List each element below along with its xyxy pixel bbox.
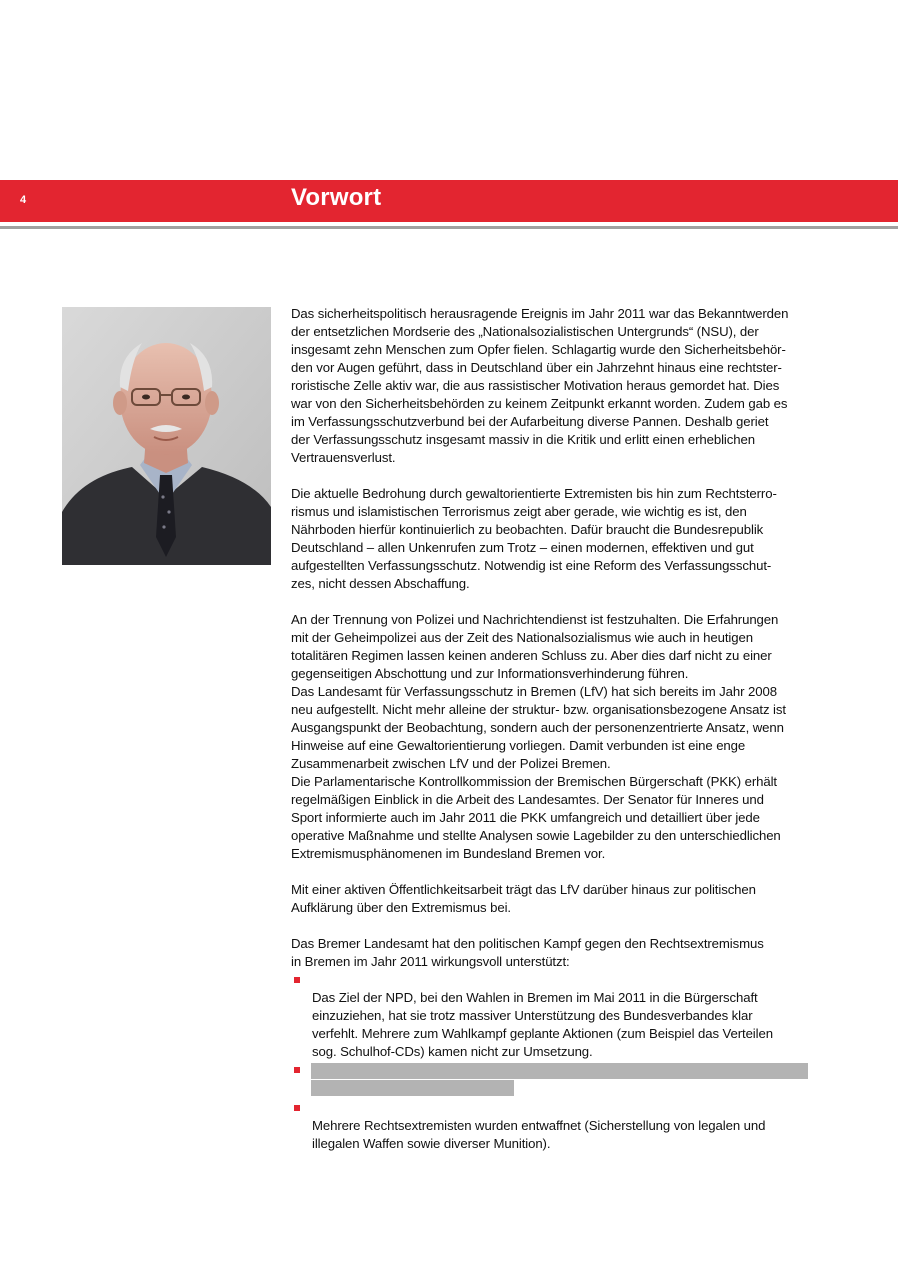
portrait-image-icon <box>62 307 271 565</box>
paragraph-lfv: Das Landesamt für Verfassungsschutz in Bremen (LfV) hat sich bereits im Jahr 2008 neu aufgestellt. Nicht mehr alleine der struktur- bzw. organisationsbezogene Ansatz ist Ausgangspunkt der Beobachtung, sondern auch der personenzentrierte Ansatz, wenn Hinweise auf eine Gewaltorientierung vorliegen. Damit verbunden ist eine enge Zusammenarbeit zwischen LfV und der Polizei Bremen. <box>291 684 786 771</box>
paragraph-threat: Die aktuelle Bedrohung durch gewaltorientierte Extremisten bis hin zum Rechtsterro- rismus und islamistischen Terrorismus zeigt aber gerade, wie wichtig es ist, den Nährboden hierfür kontinuierlich zu beobachten. Dafür braucht die Bundesrepublik Deutschland – allen Unkenrufen zum Trotz – einen modernen, effektiven und gut aufgestellten Verfassungsschutz. Notwendig ist eine Reform des Verfassungsschut- zes, nicht dessen Abschaffung. <box>291 486 777 591</box>
header-band <box>0 180 898 222</box>
list-item-text: Das Ziel der NPD, bei den Wahlen in Bremen im Mai 2011 in die Bürgerschaft einzuziehen, hat sie trotz massiver Unterstützung des Bundesverbandes klar verfehlt. Mehrere zum Wahlkampf geplante Aktionen (zum Beispiel das Verteilen sog. Schulhof-CDs) kamen nicht zur Umsetzung. <box>312 990 773 1059</box>
list-item-text: Mehrere Rechtsextremisten wurden entwaffnet (Sicherstellung von legalen und illegalen Waffen sowie diverser Munition). <box>312 1118 766 1151</box>
achievements-list <box>291 971 851 1153</box>
list-item <box>291 971 851 1061</box>
list-item-redacted <box>291 1061 851 1099</box>
paragraph-nsu: Das sicherheitspolitisch herausragende Ereignis im Jahr 2011 war das Bekanntwerden der entsetzlichen Mordserie des „Nationalsozialistischen Untergrunds“ (NSU), der insgesamt zehn Menschen zum Opfer fielen. Schlagartig wurde den Sicherheitsbehör- den vor Augen geführt, dass in Deutschland über ein Jahrzehnt hinaus eine rechtster- roristische Zelle aktiv war, die aus rassistischer Motivation heraus gemordet hat. Dies war von den Sicherheitsbehörden zu keinem Zeitpunkt erkannt worden. Zudem gab es im Verfassungsschutzverbund bei der Aufarbeitung diverse Pannen. Deshalb geriet der Verfassungsschutz insgesamt massiv in die Kritik und erlitt einen erheblichen Vertrauensverlust. <box>291 306 789 465</box>
paragraph-separation: An der Trennung von Polizei und Nachrichtendienst ist festzuhalten. Die Erfahrungen mit der Geheimpolizei aus der Zeit des Nationalsozialismus wie auch in heutigen totalitären Regimen lassen keinen anderen Schluss zu. Aber dies darf nicht zu einer gegenseitigen Abschottung und zur Informationsverhinderung führen. <box>291 612 779 681</box>
header-rule <box>0 226 898 229</box>
portrait-photo <box>62 307 271 565</box>
paragraph-pkk: Die Parlamentarische Kontrollkommission der Bremischen Bürgerschaft (PKK) erhält regelmäßigen Einblick in die Arbeit des Landesamtes. Der Senator für Inneres und Sport informierte auch im Jahr 2011 die PKK umfangreich und detailliert über jede operative Maßnahme und stellte Analysen sowie Lagebilder zu den unterschiedlichen Extremismusphänomenen im Bundesland Bremen vor. <box>291 774 781 861</box>
list-item <box>291 1099 851 1153</box>
redaction-bar <box>311 1063 808 1079</box>
paragraph-outreach: Mit einer aktiven Öffentlichkeitsarbeit trägt das LfV darüber hinaus zur politischen Aufklärung über den Extremismus bei. <box>291 882 756 915</box>
page-number: 4 <box>20 194 27 206</box>
foreword-body <box>291 305 851 1153</box>
bullet-square-icon <box>294 1105 300 1111</box>
list-intro: Das Bremer Landesamt hat den politischen Kampf gegen den Rechtsextremismus in Bremen im Jahr 2011 wirkungsvoll unterstützt: <box>291 936 764 969</box>
redaction-bar <box>311 1080 514 1096</box>
page-title: Vorwort <box>291 184 382 211</box>
bullet-square-icon <box>294 1067 300 1073</box>
bullet-square-icon <box>294 977 300 983</box>
